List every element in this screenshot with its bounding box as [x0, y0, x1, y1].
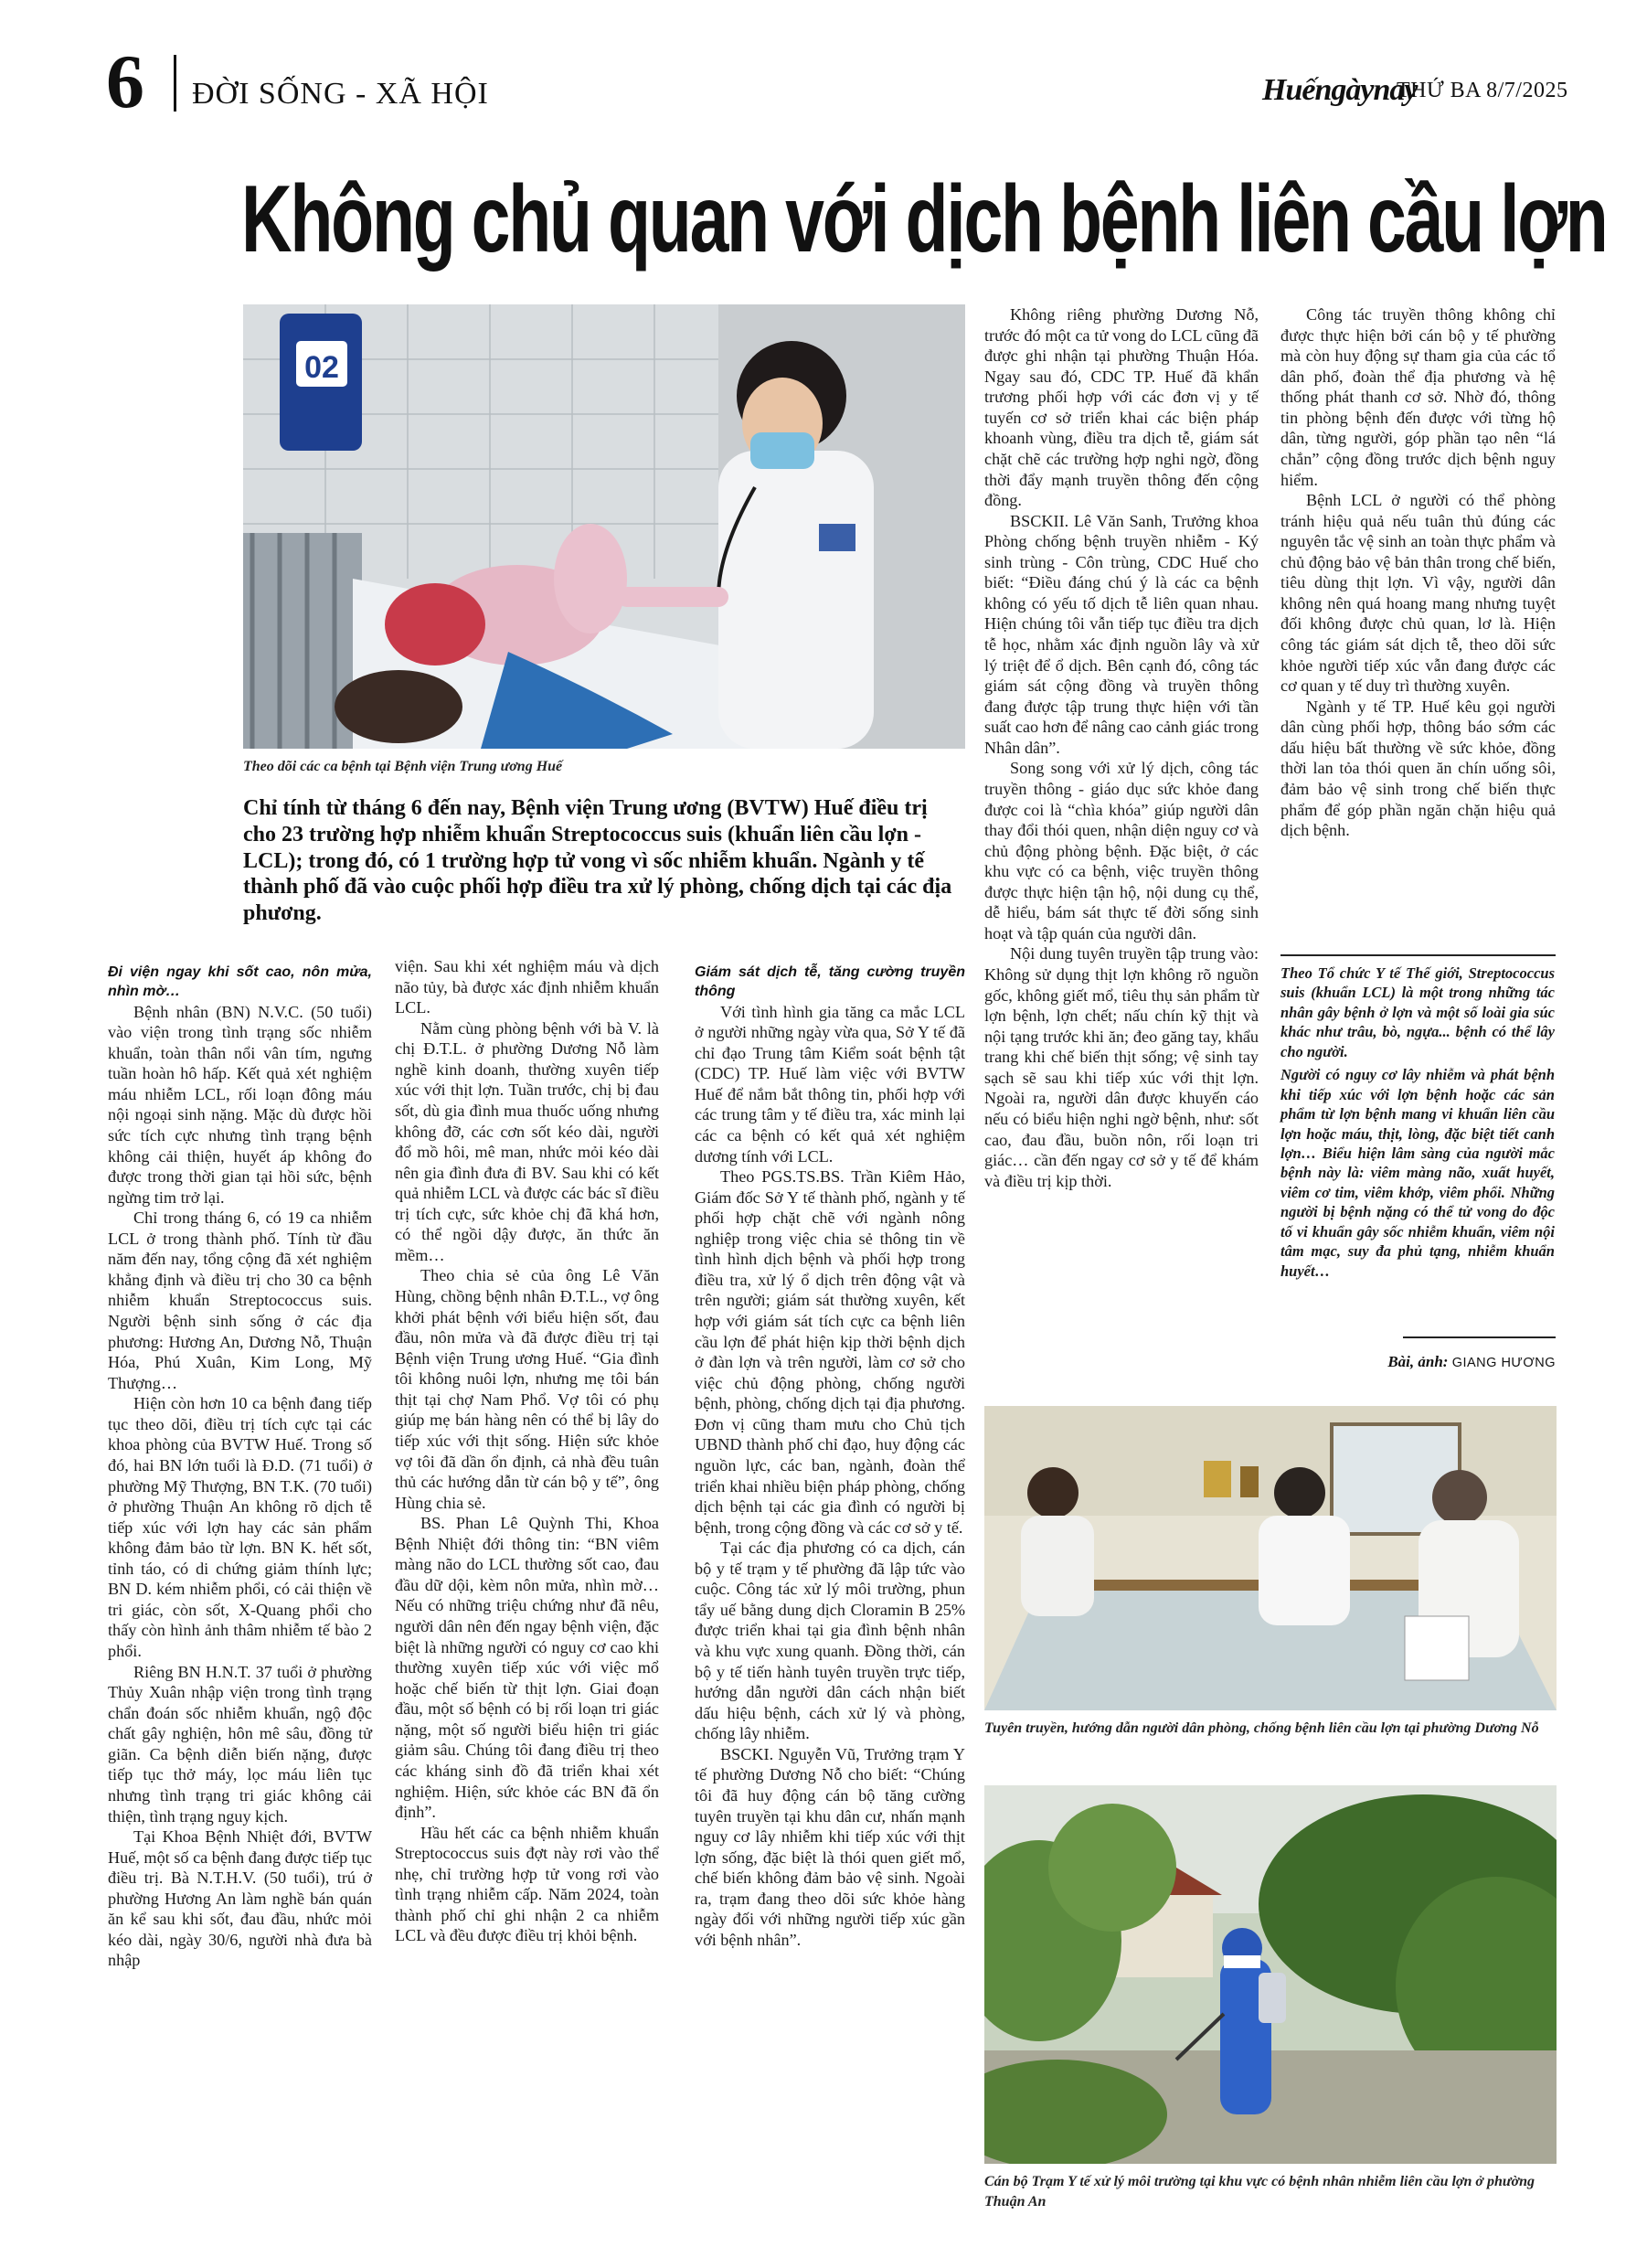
paragraph: Hiện còn hơn 10 ca bệnh đang tiếp tục theo dõi, điều trị tích cực tại các khoa phòng của BVTW Huế. Trong số đó, hai BN lớn tuổi là Đ.D. (71 tuổi) ở phường Mỹ Thượng, BN T.K. (70 tuổi) ở phường Thuận An không rõ dịch tễ tiếp xúc với lợn hay các sản phẩm không đảm bảo từ lợn. BN K. hết sốt, tỉnh táo, có di chứng giảm thính lực; BN D. kém nhiễm phổi, có cải thiện về tri giác, còn sốt, X-Quang phổi cho thấy còn hình ảnh thâm nhiễm tế bào 2 phổi. [108, 1394, 372, 1661]
photo3-caption: Cán bộ Trạm Y tế xử lý môi trường tại khu vực có bệnh nhân nhiễm liên cầu lợn ở phường Thuận An [984, 2174, 1535, 2209]
photo2-caption: Tuyên truyền, hướng dẫn người dân phòng, chống bệnh liên cầu lợn tại phường Dương Nỗ [984, 1720, 1539, 1736]
box-top-rule [1280, 954, 1556, 956]
paragraph: BSCKI. Nguyễn Vũ, Trưởng trạm Y tế phường Dương Nỗ cho biết: “Chúng tôi đã huy động cán bộ tăng cường tuyên truyền tại khu dân cư, nhấn mạnh nguy cơ lây nhiễm khi tiếp xúc với thịt lợn sống, đặc biệt là thói quen giết mổ, chế biến không đảm bảo vệ sinh. Ngoài ra, trạm đang theo dõi sức khỏe hàng ngày đối với những người tiếp xúc gần với bệnh nhân”. [695, 1744, 965, 1949]
paragraph: BS. Phan Lê Quỳnh Thi, Khoa Bệnh Nhiệt đới thông tin: “BN viêm màng não do LCL thường sốt cao, đau đầu dữ dội, kèm nôn mửa, nhìn mờ… Nếu có những triệu chứng như đã nêu, người dân nên đến ngay bệnh viện, đặc biệt là những người có nguy cơ cao khi thường xuyên tiếp xúc với việc mổ hoặc chế biến từ thịt lợn. Giai đoạn đầu, một số bệnh có bị rối loạn tri giác nặng, một số người biểu hiện tri giác giảm sâu. Chúng tôi đang điều trị theo các kháng sinh đồ đã triển khai xét nghiệm. Hiện, sức khỏe các BN đã ổn định”. [395, 1514, 659, 1822]
paragraph: Song song với xử lý dịch, công tác truyền thông - giáo dục sức khỏe đang được coi là “chìa khóa” giúp người dân thay đổi thói quen, nhận diện nguy cơ và chủ động phòng bệnh. Đặc biệt, ở các khu vực có ca bệnh, việc truyền thông được thực hiện tận hộ, nội dung cụ thể, dễ hiểu, bám sát thực tế đời sống sinh hoạt và tập quán của người dân. [984, 759, 1259, 942]
paragraph: Không riêng phường Dương Nỗ, trước đó một ca tử vong do LCL cũng đã được ghi nhận tại phường Thuận Hóa. Ngay sau đó, CDC TP. Huế đã khẩn trương phối hợp với các đơn vị y tế tuyến cơ sở triển khai các biện pháp khoanh vùng, điều tra dịch tễ, giám sát chặt chẽ các trường hợp nghi ngờ, đồng thời đẩy mạnh truyền thông đến cộng đồng. [984, 305, 1259, 510]
newspaper-logo: Huếngàynay [1262, 73, 1418, 107]
paragraph: Nội dung tuyên truyền tập trung vào: Không sử dụng thịt lợn không rõ nguồn gốc, không giết mổ, tiêu thụ sản phẩm từ lợn bệnh, lợn chết; nấu chín kỹ thịt và nội tạng trước khi ăn; đeo găng tay, khẩu trang khi chế biến thịt sống; vệ sinh tay sạch sẽ sau khi tiếp xúc với thịt lợn. Ngoài ra, người dân được khuyến cáo nếu có biểu hiện nghi ngờ bệnh, như: sốt cao, đau đầu, buồn nôn, rối loạn tri giác… cần đến ngay cơ sở y tế để khám và điều trị kịp thời. [984, 944, 1259, 1190]
header-divider [174, 55, 176, 112]
paragraph: Tại các địa phương có ca dịch, cán bộ y tế trạm y tế phường đã lập tức vào cuộc. Công tác xử lý môi trường, phun tẩy uế bằng dung dịch Cloramin B 25% được triển khai tại gia đình bệnh nhân và khu vực xung quanh. Đồng thời, cán bộ y tế tiến hành tuyên truyền trực tiếp, hướng dẫn người dân cách nhận biết dấu hiệu bệnh, cách xử lý và phòng, chống lây nhiễm. [695, 1539, 965, 1743]
subhead-2: Giám sát dịch tễ, tăng cường truyền thông [695, 964, 965, 999]
byline-rule [1403, 1336, 1556, 1338]
paragraph: Với tình hình gia tăng ca mắc LCL ở người những ngày vừa qua, Sở Y tế đã chỉ đạo Trung tâm Kiểm soát bệnh tật (CDC) TP. Huế làm việc với BVTW Huế để nắm bắt thông tin, phối hợp với các trung tâm y tế điều tra, xác minh lại các ca bệnh có kết quả xét nghiệm dương tính với LCL. [695, 1002, 965, 1166]
article-headline: Không chủ quan với dịch bệnh liên cầu lợn [241, 166, 1607, 272]
paragraph: Riêng BN H.N.T. 37 tuổi ở phường Thủy Xuân nhập viện trong tình trạng chẩn đoán sốc nhiễm khuẩn, ngộ độc chất gây nghiện, hôn mê sâu, đồng tử giãn. Ca bệnh diễn biến nặng, được tiếp tục thở máy, lọc máu liên tục nhưng tình trạng tri giác không cải thiện, tình trạng nguy kịch. [108, 1662, 372, 1826]
paragraph: Hầu hết các ca bệnh nhiễm khuẩn Streptococcus suis đợt này rơi vào thể nhẹ, chỉ trường hợp tử vong rơi vào tình trạng nhiễm cấp. Năm 2024, toàn thành phố chỉ ghi nhận 2 ca nhiễm LCL và đều được điều trị khỏi bệnh. [395, 1823, 659, 1945]
text-column-3 [695, 964, 965, 1950]
paragraph: Theo chia sẻ của ông Lê Văn Hùng, chồng bệnh nhân Đ.T.L., vợ ông khởi phát bệnh với biểu hiện sốt, đau đầu, nôn mửa và đã được điều trị tại Bệnh viện Trung ương Huế. “Gia đình tôi không nuôi lợn, nhưng mẹ tôi bán thịt tại chợ Nam Phổ. Vợ tôi có phụ giúp mẹ bán hàng nên có thể bị lây do tiếp xúc với thịt sống. Hiện sức khỏe vợ tôi đã dần ổn định, cả nhà đều tuân thủ các hướng dẫn từ cán bộ y tế”, ông Hùng chia sẻ. [395, 1266, 659, 1512]
spraying-photo [984, 1785, 1557, 2164]
paragraph: Bệnh nhân (BN) N.V.C. (50 tuổi) vào viện trong tình trạng sốc nhiễm khuẩn, toàn thân nổi vân tím, ngưng tuần hoàn hô hấp. Kết quả xét nghiệm máu nhiễm LCL, rối loạn đông máu nội ngoại sinh nặng. Mặc dù được hồi sức tích cực nhưng tình trạng bệnh không cải thiện, huyết áp không đo được trong thời gian tại hồi sức, bệnh ngừng tim trở lại. [108, 1002, 372, 1207]
paragraph: Công tác truyền thông không chỉ được thực hiện bởi cán bộ y tế phường mà còn huy động sự tham gia của các tổ dân phố, đoàn thể địa phương và hệ thống phát thanh cơ sở. Nhờ đó, thông tin phòng bệnh đến được với từng hộ dân, từng người, góp phần tạo nên “lá chắn” cộng đồng trước dịch bệnh nguy hiểm. [1280, 305, 1556, 489]
text-column-5 [1280, 304, 1556, 841]
byline-author: GIANG HƯƠNG [1451, 1356, 1556, 1370]
text-column-2 [395, 956, 659, 1946]
hospital-photo [243, 304, 965, 749]
paragraph: Nằm cùng phòng bệnh với bà V. là chị Đ.T.L. ở phường Dương Nỗ làm nghề kinh doanh, thường xuyên tiếp xúc với thịt lợn. Tuần trước, chị bị đau sốt, dù gia đình mua thuốc uống nhưng không đỡ, các cơn sốt kéo dài, người đổ mồ hôi, mê man, nhức mỏi kéo dài nên gia đình đưa đi BV. Sau khi có kết quả nhiễm LCL và được các bác sĩ điều trị tích cực, sức khỏe chị đã khá hơn, có thể ngồi dậy được, ăn thức ăn mềm… [395, 1018, 659, 1264]
article-sapo: Chỉ tính từ tháng 6 đến nay, Bệnh viện Trung ương (BVTW) Huế điều trị cho 23 trường hợp nhiễm khuẩn Streptococcus suis (khuẩn liên cầu lợn - LCL); trong đó, có 1 trường hợp tử vong vì sốc nhiễm khuẩn. Ngành y tế thành phố đã vào cuộc phối hợp điều tra xử lý phòng, chống dịch tại các địa phương. [243, 796, 952, 926]
info-box-paragraph: Người có nguy cơ lây nhiễm và phát bệnh khi tiếp xúc với lợn bệnh hoặc các sản phẩm từ lợn bệnh mang vi khuẩn liên cầu lợn hoặc máu, thịt, lòng, đặc biệt tiết canh lợn… Biểu hiện lâm sàng của người mắc bệnh này là: viêm màng não, xuất huyết, viêm cơ tim, viêm khớp, viêm phổi. Những người bị bệnh nặng có thể tử vong do độc tố vi khuẩn gây sốc nhiễm khuẩn, viêm nội tâm mạc, suy đa phủ tạng, nhiễm khuẩn huyết… [1280, 1066, 1555, 1280]
text-column-1 [108, 964, 372, 1971]
paragraph: Theo PGS.TS.BS. Trần Kiêm Hảo, Giám đốc Sở Y tế thành phố, ngành y tế phối hợp chặt chẽ với ngành nông nghiệp trong việc chia sẻ thông tin về tình hình dịch bệnh và phối hợp trong điều tra, xử lý ổ dịch trên động vật và trên người; giám sát thường xuyên, kết hợp với giám sát tích cực ca bệnh liên cầu lợn để phát hiện kịp thời bệnh dịch ở đàn lợn và trên người, làm cơ sở cho việc chủ động phòng, chống người bệnh, phòng, chống dịch tại địa phương. Đơn vị cũng tham mưu cho Chủ tịch UBND thành phố chỉ đạo, huy động các nguồn lực, các ban, ngành, đoàn thể triển khai nhiều biện pháp phòng, chống dịch bệnh tại các gia đình có người bị bệnh, trong cộng đồng và các cơ sở y tế. [695, 1167, 965, 1537]
paragraph: Chỉ trong tháng 6, có 19 ca nhiễm LCL ở trong thành phố. Tính từ đầu năm đến nay, tổng cộng đã xét nghiệm khẳng định và điều trị cho 30 ca bệnh nhiễm khuẩn Streptococcus suis. Người bệnh sinh sống ở các địa phương: Hương An, Dương Nỗ, Thuận Hóa, Phú Xuân, Kim Long, Mỹ Thượng… [108, 1209, 372, 1392]
byline [1353, 1353, 1556, 1371]
info-box-paragraph: Theo Tổ chức Y tế Thế giới, Streptococcus suis (khuẩn LCL) là một trong những tác nhân gây bệnh ở lợn và một số loài gia súc khác như trâu, bò, ngựa... bệnh có thể lây cho người. [1280, 964, 1555, 1060]
issue-date: THỨ BA 8/7/2025 [1397, 79, 1568, 102]
paragraph: Tại Khoa Bệnh Nhiệt đới, BVTW Huế, một số ca bệnh đang được tiếp tục điều trị. Bà N.T.H.V. (50 tuổi), trú ở phường Hương An làm nghề bán quán ăn kể sau khi sốt, đau đầu, nhức mỏi kéo dài, ngày 30/6, người nhà đưa bà nhập [108, 1827, 372, 1970]
paragraph: viện. Sau khi xét nghiệm máu và dịch não tủy, bà được xác định nhiễm khuẩn LCL. [395, 957, 659, 1017]
info-box [1280, 964, 1555, 1284]
paragraph: BSCKII. Lê Văn Sanh, Trưởng khoa Phòng chống bệnh truyền nhiễm - Ký sinh trùng - Côn trùng, CDC Huế cho biết: “Điều đáng chú ý là các ca bệnh không có yếu tố dịch tễ liên quan nhau. Hiện chúng tôi vẫn tiếp tục điều tra dịch tễ học, nhằm xác định nguồn lây và xử lý triệt để ổ dịch. Bên cạnh đó, công tác giám sát cộng đồng và truyền thông đang được tập trung thực hiện với tần suất cao hơn để nâng cao cảnh giác trong Nhân dân”. [984, 511, 1259, 757]
subhead-1: Đi viện ngay khi sốt cao, nôn mửa, nhìn mờ… [108, 964, 372, 999]
section-title: ĐỜI SỐNG - XÃ HỘI [192, 77, 489, 111]
byline-label: Bài, ảnh: [1387, 1353, 1449, 1370]
paragraph: Ngành y tế TP. Huế kêu gọi người dân cùng phối hợp, thông báo sớm các dấu hiệu bất thường về sức khỏe, đồng thời lan tỏa thói quen ăn chín uống sôi, đảm bảo vệ sinh trong chế biến thực phẩm để góp phần ngăn chặn hiệu quả dịch bệnh. [1280, 697, 1556, 840]
photo1-caption: Theo dõi các ca bệnh tại Bệnh viện Trung ương Huế [243, 759, 563, 774]
meeting-photo [984, 1406, 1557, 1710]
page-number: 6 [106, 39, 144, 124]
text-column-4 [984, 304, 1259, 1191]
bed-number-plate: 02 [304, 350, 339, 385]
paragraph: Bệnh LCL ở người có thể phòng tránh hiệu quả nếu tuân thủ đúng các nguyên tắc vệ sinh an toàn thực phẩm và chủ động bảo vệ bản thân trong chế biến, tiêu dùng thịt lợn. Vì vậy, người dân không nên quá hoang mang nhưng tuyệt đối không được chủ quan, lơ là. Hiện công tác giám sát dịch tễ, theo dõi sức khỏe người tiếp xúc vẫn đang được các cơ quan y tế duy trì thường xuyên. [1280, 491, 1556, 696]
